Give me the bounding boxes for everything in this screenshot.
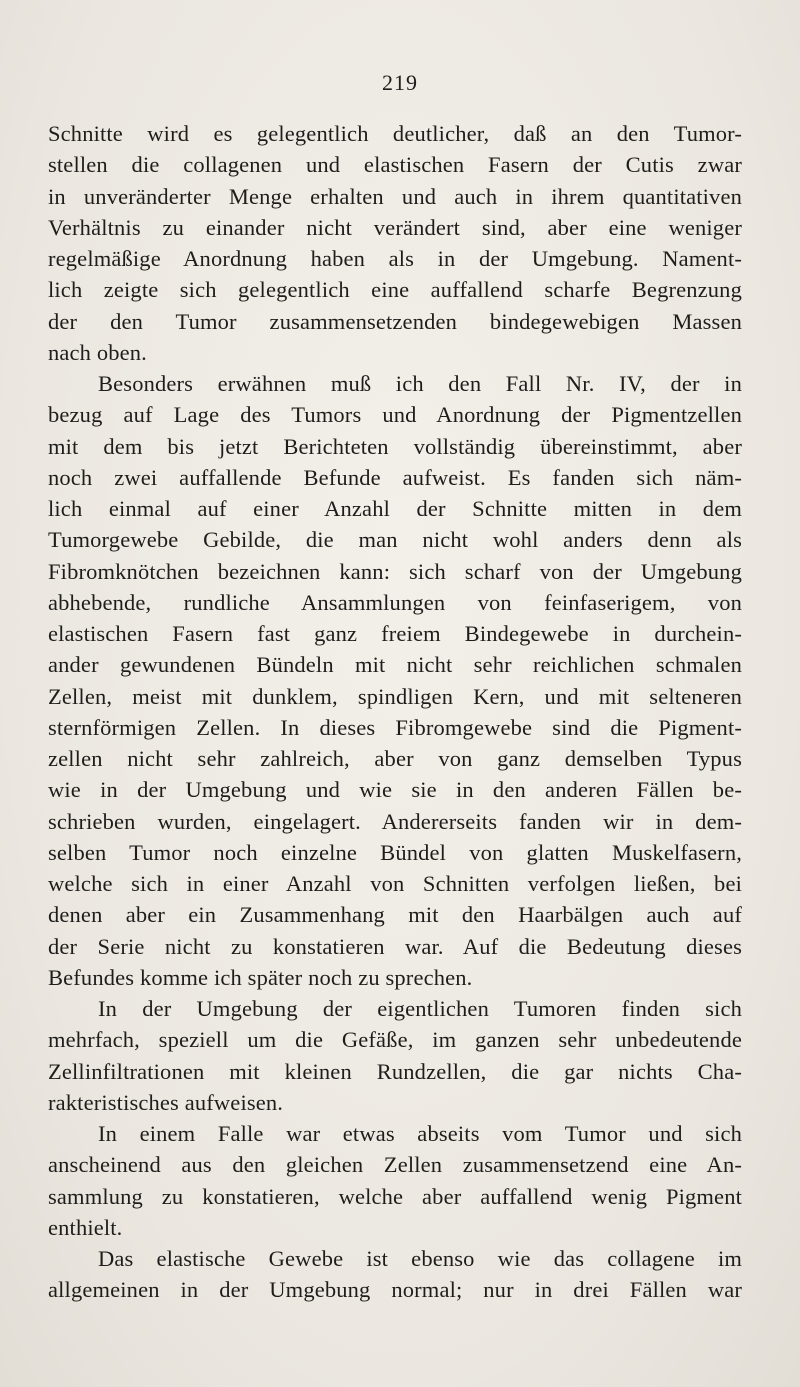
text-line: Fibromknötchen bezeichnen kann: sich scharf von der Umgebung — [48, 558, 742, 584]
text-line: lich zeigte sich gelegentlich eine auffallend scharfe Begrenzung — [48, 277, 742, 303]
text-line: mit dem bis jetzt Berichteten vollständig übereinstimmt, aber — [48, 433, 742, 459]
text-line: In der Umgebung der eigentlichen Tumoren finden sich — [98, 996, 742, 1021]
text-line: sammlung zu konstatieren, welche aber auffallend wenig Pigment — [48, 1183, 742, 1209]
text-line: der Serie nicht zu konstatieren war. Auf die Bedeutung dieses — [48, 933, 742, 959]
text-line: Tumorgewebe Gebilde, die man nicht wohl anders denn als — [48, 527, 742, 553]
text-line: in unveränderter Menge erhalten und auch in ihrem quantitativen — [48, 183, 742, 209]
text-line: denen aber ein Zusammenhang mit den Haarbälgen auch auf — [48, 902, 742, 928]
text-line: bezug auf Lage des Tumors und Anordnung der Pigmentzellen — [48, 402, 742, 428]
text-line: Besonders erwähnen muß ich den Fall Nr. IV, der in — [98, 371, 742, 396]
text-line: schrieben wurden, eingelagert. Andererseits fanden wir in dem- — [48, 808, 742, 834]
text-line: Das elastische Gewebe ist ebenso wie das collagene im — [98, 1246, 742, 1271]
text-line: allgemeinen in der Umgebung normal; nur in drei Fällen war — [48, 1277, 742, 1303]
paragraph — [48, 118, 742, 368]
text-line: wie in der Umgebung und wie sie in den anderen Fällen be- — [48, 777, 742, 803]
text-line: der den Tumor zusammensetzenden bindegewebigen Massen — [48, 308, 742, 334]
paragraph — [48, 1243, 742, 1306]
text-line: noch zwei auffallende Befunde aufweist. Es fanden sich näm- — [48, 464, 742, 490]
text-line: Zellinfiltrationen mit kleinen Rundzellen, die gar nichts Cha- — [48, 1058, 742, 1084]
text-line: lich einmal auf einer Anzahl der Schnitte mitten in dem — [48, 496, 742, 521]
text-line: regelmäßige Anordnung haben als in der Umgebung. Nament- — [48, 246, 742, 271]
text-line: ander gewundenen Bündeln mit nicht sehr reichlichen schmalen — [48, 652, 742, 678]
paragraph — [48, 368, 742, 993]
text-line: nach oben. — [48, 339, 147, 365]
text-line: Verhältnis zu einander nicht verändert sind, aber eine weniger — [48, 214, 742, 240]
text-line: enthielt. — [48, 1214, 123, 1240]
text-line: stellen die collagenen und elastischen Fasern der Cutis zwar — [48, 152, 742, 178]
text-line: Befundes komme ich später noch zu sprechen. — [48, 964, 473, 990]
text-line: mehrfach, speziell um die Gefäße, im ganzen sehr unbedeutende — [48, 1027, 742, 1053]
page-number: 219 — [382, 70, 418, 95]
body-text — [48, 118, 742, 1306]
text-line: zellen nicht sehr zahlreich, aber von ganz demselben Typus — [48, 746, 742, 771]
paragraph — [48, 1118, 742, 1243]
text-line: anscheinend aus den gleichen Zellen zusammensetzend eine An- — [48, 1152, 742, 1178]
paragraph — [48, 993, 742, 1118]
text-line: abhebende, rundliche Ansammlungen von feinfaserigem, von — [48, 589, 742, 615]
text-line: In einem Falle war etwas abseits vom Tumor und sich — [98, 1121, 742, 1146]
text-line: sternförmigen Zellen. In dieses Fibromgewebe sind die Pigment- — [48, 714, 742, 740]
text-line: selben Tumor noch einzelne Bündel von glatten Muskelfasern, — [48, 839, 742, 865]
text-line: Zellen, meist mit dunklem, spindligen Kern, und mit selteneren — [48, 683, 742, 709]
text-line: elastischen Fasern fast ganz freiem Bindegewebe in durchein- — [48, 621, 742, 646]
text-line: welche sich in einer Anzahl von Schnitten verfolgen ließen, bei — [48, 871, 742, 896]
text-line: rakteristisches aufweisen. — [48, 1089, 284, 1115]
text-line: Schnitte wird es gelegentlich deutlicher, daß an den Tumor- — [48, 121, 742, 146]
